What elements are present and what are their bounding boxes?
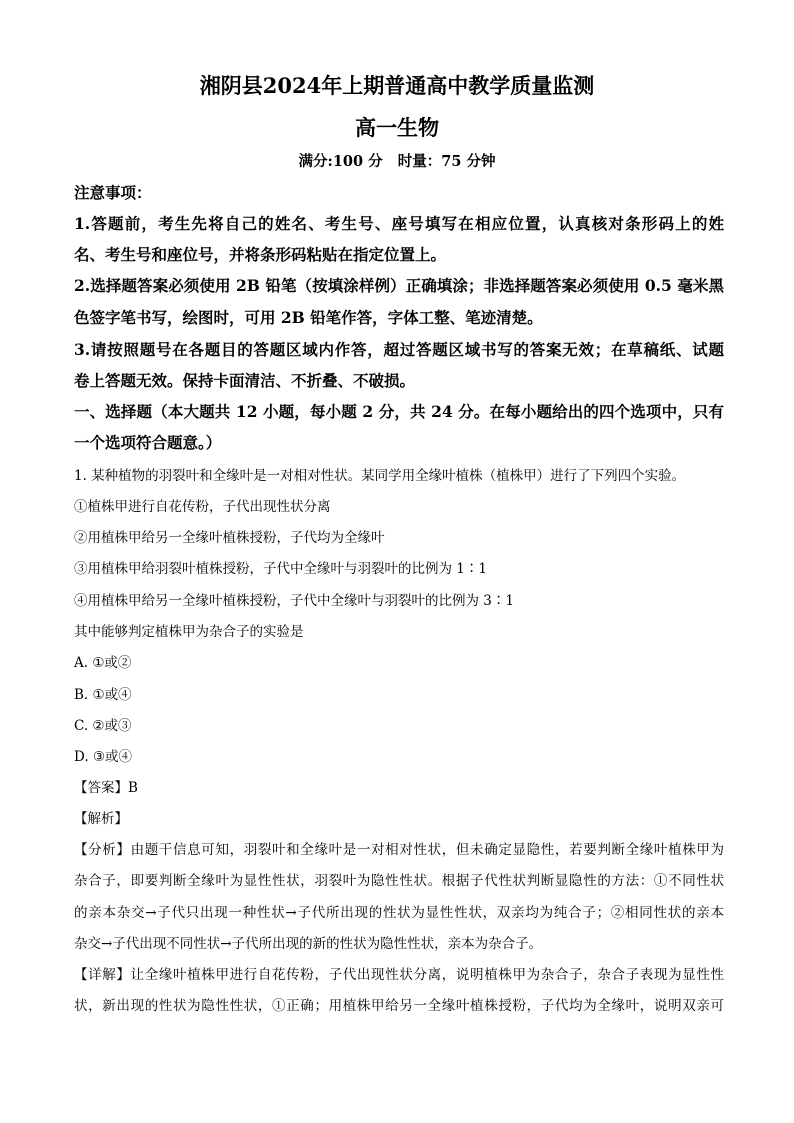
analysis-line: 杂交→子代出现不同性状→子代所出现的新的性状为隐性性状，亲本为杂合子。 [74, 936, 543, 952]
analysis-line: 的亲本杂交→子代只出现一种性状→子代所出现的性状为显性性状，双亲均为纯合子；②相同性状的亲本 [74, 905, 724, 921]
question-item: ③用植株甲给羽裂叶植株授粉，子代中全缘叶与羽裂叶的比例为 1∶1 [74, 561, 487, 577]
analysis-label: 【解析】 [74, 811, 128, 827]
option-b: B. ①或④ [74, 687, 132, 703]
exam-subject: 高一生物 [355, 115, 439, 140]
notice-line: 3.请按照题号在各题目的答题区域内作答，超过答题区域书写的答案无效；在草稿纸、试题 [74, 340, 724, 359]
notice-line: 2.选择题答案必须使用 2B 铅笔（按填涂样例）正确填涂；非选择题答案必须使用 0.5 毫米黑 [74, 276, 724, 295]
answer-label: 【答案】B [74, 780, 138, 796]
notice-line: 1.答题前，考生先将自己的姓名、考生号、座号填写在相应位置，认真核对条形码上的姓 [74, 214, 724, 233]
question-item: ④用植株甲给另一全缘叶植株授粉，子代中全缘叶与羽裂叶的比例为 3∶1 [74, 593, 514, 609]
option-a: A. ①或② [74, 655, 132, 671]
section-heading: 一、选择题（本大题共 12 小题，每小题 2 分，共 24 分。在每小题给出的四个选项中，只有 [74, 402, 724, 421]
notice-line: 名、考生号和座位号，并将条形码粘贴在指定位置上。 [74, 245, 447, 264]
exam-title: 湘阴县2024年上期普通高中教学质量监测 [199, 73, 595, 98]
option-d: D. ③或④ [74, 749, 133, 765]
analysis-line: 杂合子，即要判断全缘叶为显性性状，羽裂叶为隐性性状。根据子代性状判断显隐性的方法：①不同性状 [74, 873, 724, 889]
analysis-line: 状，新出现的性状为隐性性状，①正确；用植株甲给另一全缘叶植株授粉，子代均为全缘叶，说明双亲可 [74, 998, 724, 1014]
question-stem: 1. 某种植物的羽裂叶和全缘叶是一对相对性状。某同学用全缘叶植株（植株甲）进行了下列四个实验。 [74, 468, 686, 484]
question-ask: 其中能够判定植株甲为杂合子的实验是 [74, 624, 304, 640]
option-c: C. ②或③ [74, 718, 132, 734]
analysis-line: 【分析】由题干信息可知，羽裂叶和全缘叶是一对相对性状，但未确定显隐性，若要判断全缘叶植株甲为 [74, 842, 724, 858]
notice-line: 色签字笔书写，绘图时，可用 2B 铅笔作答，字体工整、笔迹清楚。 [74, 308, 543, 327]
analysis-line: 【详解】让全缘叶植株甲进行自花传粉，子代出现性状分离，说明植株甲为杂合子，杂合子表现为显性性 [74, 967, 724, 983]
exam-score-time: 满分:100 分 时量：75 分钟 [298, 153, 496, 170]
question-item: ①植株甲进行自花传粉，子代出现性状分离 [74, 499, 331, 515]
notice-line: 卷上答题无效。保持卡面清洁、不折叠、不破损。 [74, 371, 416, 390]
section-heading: 一个选项符合题意。） [74, 433, 222, 452]
question-item: ②用植株甲给另一全缘叶植株授粉，子代均为全缘叶 [74, 530, 385, 546]
notice-heading: 注意事项： [74, 183, 152, 202]
